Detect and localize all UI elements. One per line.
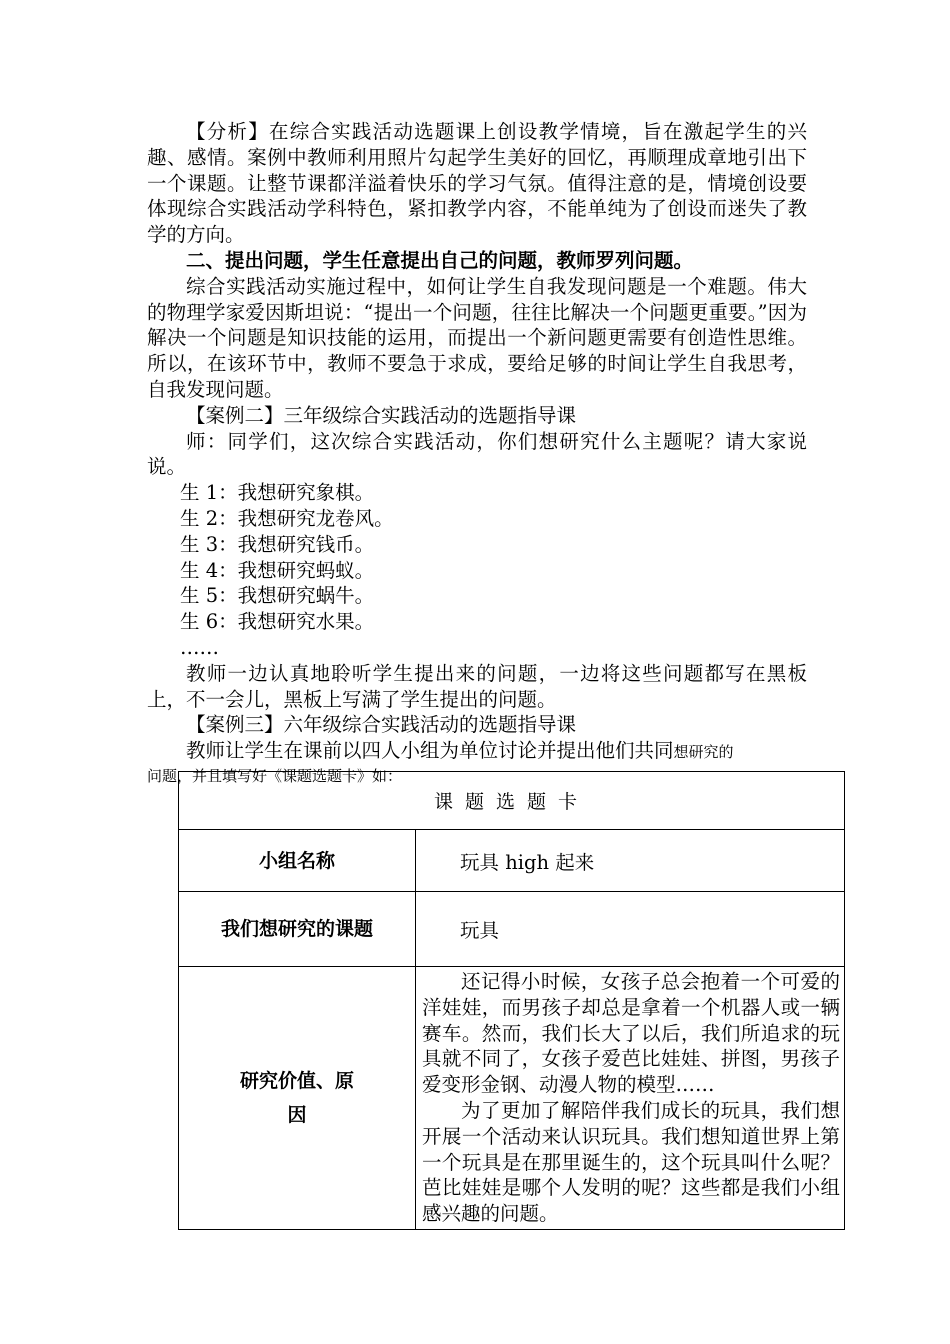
problem-paragraph: 综合实践活动实施过程中，如何让学生自我发现问题是一个难题。伟大的物理学家爱因斯坦说：“提出一个问题，往往比解决一个问题更重要。”因为解决一个问题是知识技能的运用，而提出一个新问题更需要有创造性思维。所以，在该环节中，教师不要急于求成，要给足够的时间让学生自我思考，自我发现问题。	[147, 274, 807, 401]
student-answer: 生 3：我想研究钱币。	[180, 532, 375, 556]
analysis-paragraph: 【分析】在综合实践活动选题课上创设教学情境，旨在激起学生的兴趣、感情。案例中教师利用照片勾起学生美好的回忆，再顺理成章地引出下一个课题。让整节课都洋溢着快乐的学习气氛。值得注意的是，情境创设要体现综合实践活动学科特色，紧扣教学内容，不能单纯为了创设而迷失了教学的方向。	[147, 120, 807, 247]
ellipsis: ……	[180, 635, 219, 659]
student-answer: 生 2：我想研究龙卷风。	[180, 506, 394, 530]
case2-title: 【案例二】三年级综合实践活动的选题指导课	[186, 403, 577, 427]
case3-title: 【案例三】六年级综合实践活动的选题指导课	[186, 713, 577, 737]
case3-intro	[147, 738, 807, 766]
reason-label: 研究价值、原因	[179, 967, 416, 1230]
reason-paragraph-1: 还记得小时候，女孩子总会抱着一个可爱的洋娃娃，而男孩子却总是拿着一个机器人或一辆赛车。然而，我们长大了以后，我们所追求的玩具就不同了，女孩子爱芭比娃娃、拼图，男孩子爱变形金钢、动漫人物的模型……	[422, 970, 840, 1097]
group-name-label: 小组名称	[179, 830, 416, 892]
case3-intro-main: 教师让学生在课前以四人小组为单位讨论并提出他们共同	[186, 739, 674, 763]
case3-intro-cont: 问题，并且填写好《课题选题卡》如：	[147, 766, 403, 785]
case3-intro-small: 想研究的	[673, 743, 734, 762]
student-answer: 生 1：我想研究象棋。	[180, 481, 375, 505]
section-heading: 二、提出问题，学生任意提出自己的问题，教师罗列问题。	[186, 248, 694, 272]
teacher-question: 师：同学们，这次综合实践活动，你们想研究什么主题呢？请大家说说。	[147, 429, 807, 479]
topic-value: 玩具	[416, 892, 845, 967]
group-name-value: 玩具 high 起来	[416, 830, 845, 892]
body-text	[147, 119, 807, 786]
topic-label: 我们想研究的课题	[179, 892, 416, 967]
reason-text	[416, 967, 845, 1230]
student-answer: 生 5：我想研究蜗牛。	[180, 584, 375, 608]
reason-paragraph-2: 为了更加了解陪伴我们成长的玩具，我们想开展一个活动来认识玩具。我们想知道世界上第一个玩具是在那里诞生的，这个玩具叫什么呢？芭比娃娃是哪个人发明的呢？这些都是我们小组感兴趣的问题。	[422, 1098, 840, 1226]
student-answer: 生 6：我想研究水果。	[180, 610, 375, 634]
student-answer: 生 4：我想研究蚂蚁。	[180, 558, 375, 582]
teacher-listen-paragraph: 教师一边认真地聆听学生提出来的问题，一边将这些问题都写在黑板上，不一会儿，黑板上写满了学生提出的问题。	[147, 661, 807, 711]
card-title: 课题选题卡	[179, 772, 845, 830]
topic-selection-card	[178, 771, 845, 1230]
